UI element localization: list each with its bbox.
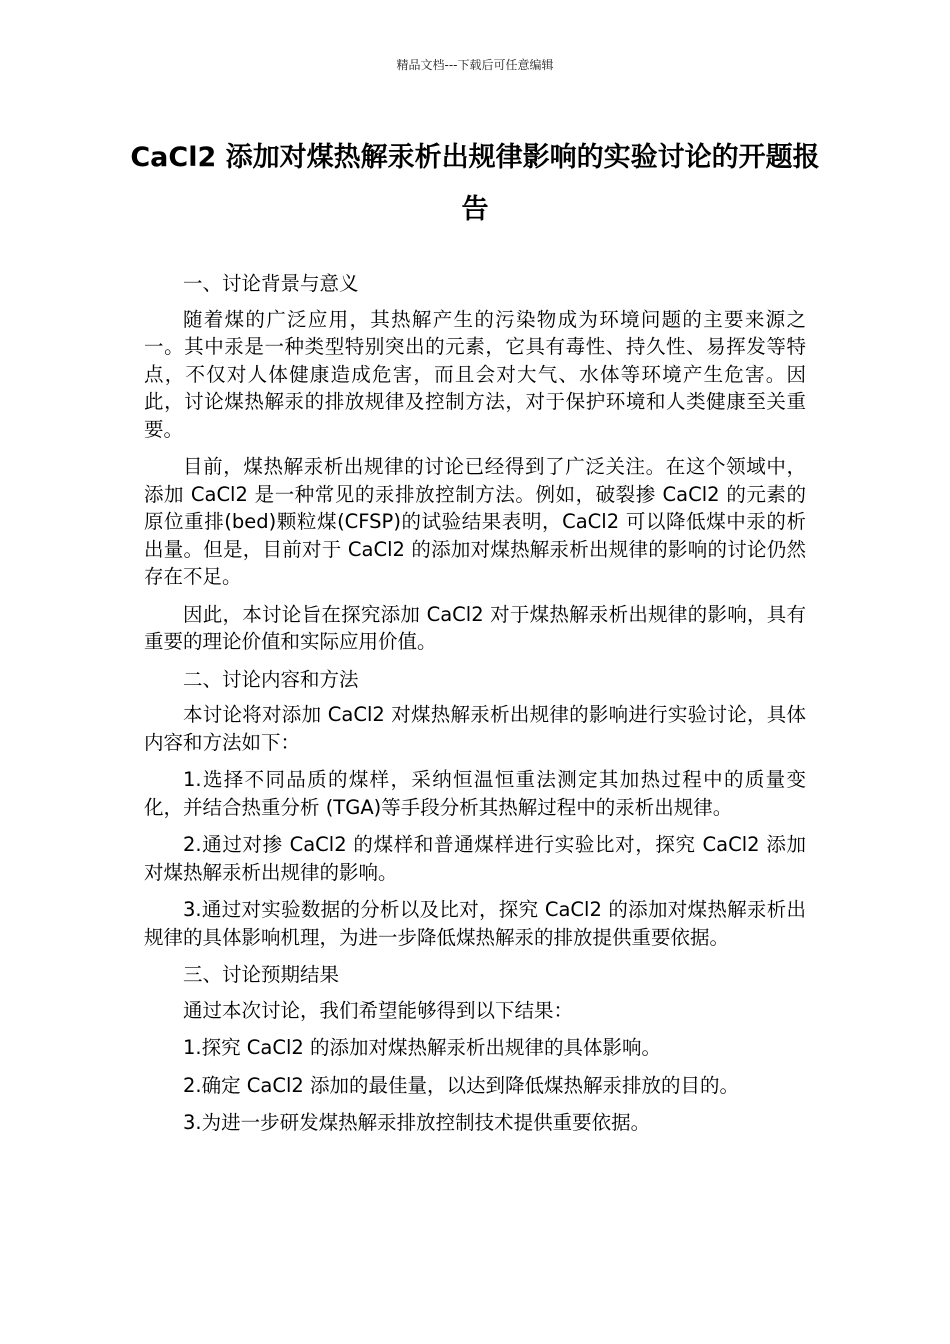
section-heading-expected-results: 三、讨论预期结果 bbox=[183, 963, 340, 986]
paragraph: 本讨论将对添加 CaCl2 对煤热解汞析出规律的影响进行实验讨论，具体内容和方法如下： bbox=[144, 703, 806, 754]
paragraph: 通过本次讨论，我们希望能够得到以下结果： bbox=[183, 998, 574, 1022]
list-item: 1.选择不同品质的煤样，采纳恒温恒重法测定其加热过程中的质量变化，并结合热重分析 (TGA)等手段分析其热解过程中的汞析出规律。 bbox=[144, 768, 806, 819]
list-item: 3.为进一步研发煤热解汞排放控制技术提供重要依据。 bbox=[183, 1111, 651, 1134]
paragraph: 目前，煤热解汞析出规律的讨论已经得到了广泛关注。在这个领域中，添加 CaCl2 是一种常见的汞排放控制方法。例如，破裂掺 CaCl2 的元素的原位重排(bed)颗粒煤(CFSP)的试验结果表明，CaCl2 可以降低煤中汞的析出量。但是，目前对于 CaCl2 的添加对煤热解汞析出规律的影响的讨论仍然存在不足。 bbox=[144, 455, 806, 588]
header-note: 精品文档---下载后可任意编辑 bbox=[396, 58, 554, 72]
document-body bbox=[144, 270, 806, 1147]
section-heading-background: 一、讨论背景与意义 bbox=[183, 272, 359, 295]
paragraph: 随着煤的广泛应用，其热解产生的污染物成为环境问题的主要来源之一。其中汞是一种类型特别突出的元素，它具有毒性、持久性、易挥发等特点，不仅对人体健康造成危害，而且会对大气、水体等环境产生危害。因此，讨论煤热解汞的排放规律及控制方法，对于保护环境和人类健康至关重要。 bbox=[144, 307, 806, 441]
list-item: 2.确定 CaCl2 添加的最佳量，以达到降低煤热解汞排放的目的。 bbox=[183, 1073, 740, 1097]
document-title: CaCl2 添加对煤热解汞析出规律影响的实验讨论的开题报告 bbox=[130, 142, 820, 225]
list-item: 2.通过对掺 CaCl2 的煤样和普通煤样进行实验比对，探究 CaCl2 添加对煤热解汞析出规律的影响。 bbox=[144, 833, 806, 884]
list-item: 3.通过对实验数据的分析以及比对，探究 CaCl2 的添加对煤热解汞析出规律的具体影响机理，为进一步降低煤热解汞的排放提供重要依据。 bbox=[144, 898, 806, 949]
list-item: 1.探究 CaCl2 的添加对煤热解汞析出规律的具体影响。 bbox=[183, 1036, 662, 1059]
section-heading-content-methods: 二、讨论内容和方法 bbox=[183, 667, 359, 691]
paragraph: 因此，本讨论旨在探究添加 CaCl2 对于煤热解汞析出规律的影响，具有重要的理论价值和实际应用价值。 bbox=[144, 602, 806, 653]
